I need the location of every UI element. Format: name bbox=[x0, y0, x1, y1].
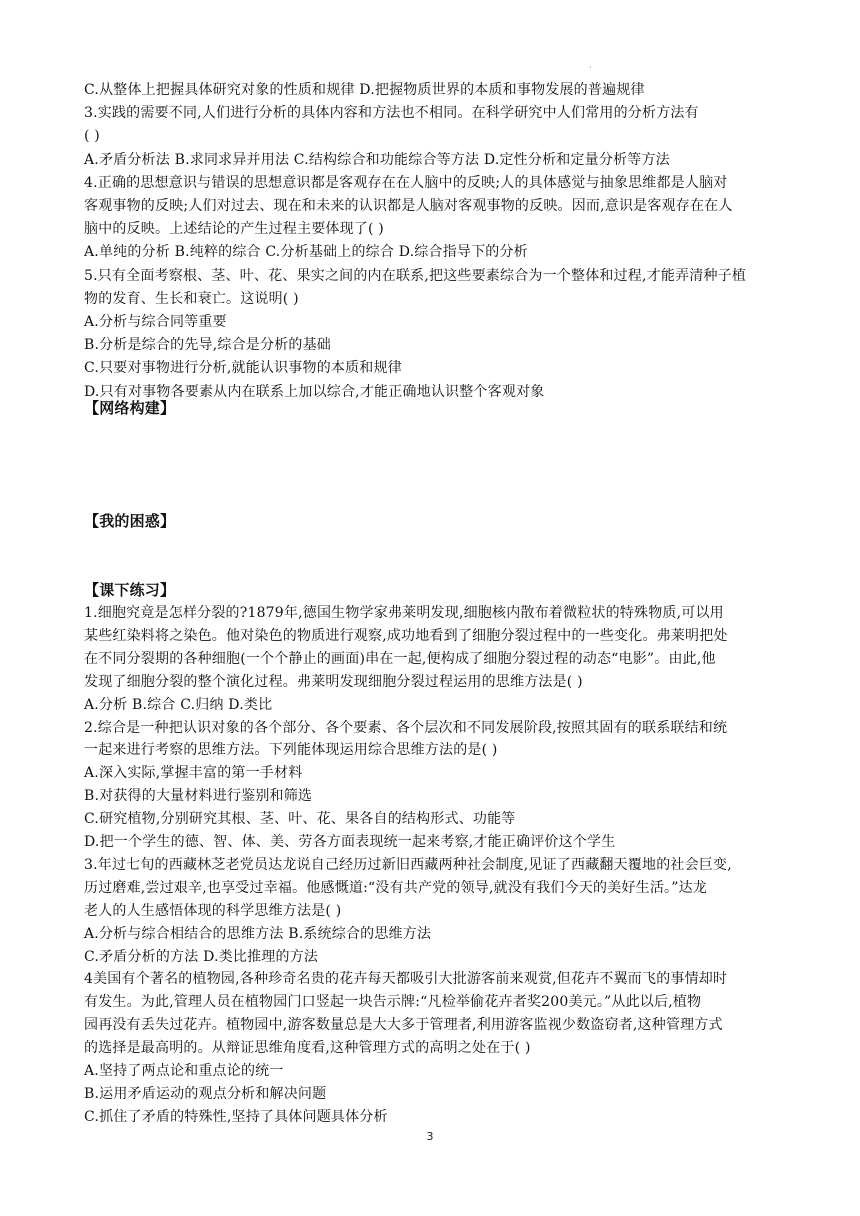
heading-network: 【网络构建】 bbox=[84, 399, 176, 417]
text-line: 老人的人生感悟体现的科学思维方法是( ) bbox=[84, 902, 342, 919]
text-line: A.坚持了两点论和重点论的统一 bbox=[84, 1063, 284, 1079]
text-line: 脑中的反映。上述结论的产生过程主要体现了( ) bbox=[84, 221, 384, 238]
text-line: 3.年过七旬的西藏林芝老党员达龙说自己经历过新旧西藏两种社会制度,见证了西藏翻天覆地的社会巨变, bbox=[84, 856, 732, 873]
text-line: 物的发育、生长和衰亡。这说明( ) bbox=[84, 290, 299, 307]
page-number: 3 bbox=[426, 1130, 434, 1143]
heading-confusion: 【我的困惑】 bbox=[84, 512, 176, 530]
text-line: C.研究植物,分别研究其根、茎、叶、花、果各自的结构形式、功能等 bbox=[84, 811, 516, 828]
text-line: 1.细胞究竟是怎样分裂的?1879年,德国生物学家弗莱明发现,细胞核内散布着微粒状的特殊物质,可以用 bbox=[84, 605, 724, 621]
text-line: C.从整体上把握具体研究对象的性质和规律 D.把握物质世界的本质和事物发展的普遍规律 bbox=[84, 82, 645, 98]
text-line: ( ) bbox=[84, 128, 100, 145]
text-line: D.把一个学生的德、智、体、美、劳各方面表现统一起来考察,才能正确评价这个学生 bbox=[84, 834, 616, 850]
header-mark: · bbox=[589, 63, 592, 72]
text-line: C.只要对事物进行分析,就能认识事物的本质和规律 bbox=[84, 360, 402, 377]
text-line: 发现了细胞分裂的整个演化过程。弗莱明发现细胞分裂过程运用的思维方法是( ) bbox=[84, 673, 583, 690]
text-line: B.分析是综合的先导,综合是分析的基础 bbox=[84, 337, 331, 354]
text-line: C.矛盾分析的方法 D.类比推理的方法 bbox=[84, 948, 319, 965]
text-line: B.对获得的大量材料进行鉴别和筛选 bbox=[84, 788, 313, 805]
text-line: 4.正确的思想意识与错误的思想意识都是客观存在在人脑中的反映;人的具体感觉与抽象思维都是人脑对 bbox=[84, 174, 728, 191]
text-line: 一起来进行考察的思维方法。下列能体现运用综合思维方法的是( ) bbox=[84, 742, 498, 759]
text-line: 3.实践的需要不同,人们进行分析的具体内容和方法也不相同。在科学研究中人们常用的分析方法有 bbox=[84, 105, 699, 122]
text-line: D.只有对事物各要素从内在联系上加以综合,才能正确地认识整个客观对象 bbox=[84, 383, 545, 400]
text-line: 5.只有全面考察根、茎、叶、花、果实之间的内在联系,把这些要素综合为一个整体和过程,才能弄清种子植 bbox=[84, 267, 747, 284]
text-line: B.运用矛盾运动的观点分析和解决问题 bbox=[84, 1085, 327, 1102]
text-line: C.抓住了矛盾的特殊性,坚持了具体问题具体分析 bbox=[84, 1108, 388, 1125]
text-line: A.单纯的分析 B.纯粹的综合 C.分析基础上的综合 D.综合指导下的分析 bbox=[84, 244, 528, 261]
text-line: 的选择是最高明的。从辩证思维角度看,这种管理方式的高明之处在于( ) bbox=[84, 1040, 531, 1057]
text-line: A.矛盾分析法 B.求同求异并用法 C.结构综合和功能综合等方法 D.定性分析和定量分析等方法 bbox=[84, 151, 670, 168]
text-line: A.深入实际,掌握丰富的第一手材料 bbox=[84, 765, 303, 782]
text-line: 历过磨难,尝过艰辛,也享受过幸福。他感慨道:“没有共产党的领导,就没有我们今天的美好生活。”达龙 bbox=[84, 879, 707, 896]
text-line: A.分析与综合相结合的思维方法 B.系统综合的思维方法 bbox=[84, 925, 432, 942]
text-line: 在不同分裂期的各种细胞(一个个静止的画面)串在一起,便构成了细胞分裂过程的动态“电影”。由此,他 bbox=[84, 650, 716, 667]
text-line: A.分析 B.综合 C.归纳 D.类比 bbox=[84, 696, 273, 713]
text-line: 园再没有丢失过花卉。植物园中,游客数量总是大大多于管理者,利用游客监视少数盗窃者,这种管理方式 bbox=[84, 1017, 723, 1034]
text-line: 4美国有个著名的植物园,各种珍奇名贵的花卉每天都吸引大批游客前来观赏,但花卉不翼而飞的事情却时 bbox=[84, 971, 728, 988]
heading-practice: 【课下练习】 bbox=[84, 581, 176, 599]
text-line: 客观事物的反映;人们对过去、现在和未来的认识都是人脑对客观事物的反映。因而,意识是客观存在在人 bbox=[84, 198, 733, 214]
text-line: 有发生。为此,管理人员在植物园门口竖起一块告示牌:“凡检举偷花卉者奖200美元。”从此以后,植物 bbox=[84, 994, 702, 1011]
text-line: 2.综合是一种把认识对象的各个部分、各个要素、各个层次和不同发展阶段,按照其固有的联系联结和统 bbox=[84, 719, 728, 736]
text-line: 某些红染料将之染色。他对染色的物质进行观察,成功地看到了细胞分裂过程中的一些变化。弗莱明把处 bbox=[84, 627, 728, 644]
text-line: A.分析与综合同等重要 bbox=[84, 314, 227, 330]
